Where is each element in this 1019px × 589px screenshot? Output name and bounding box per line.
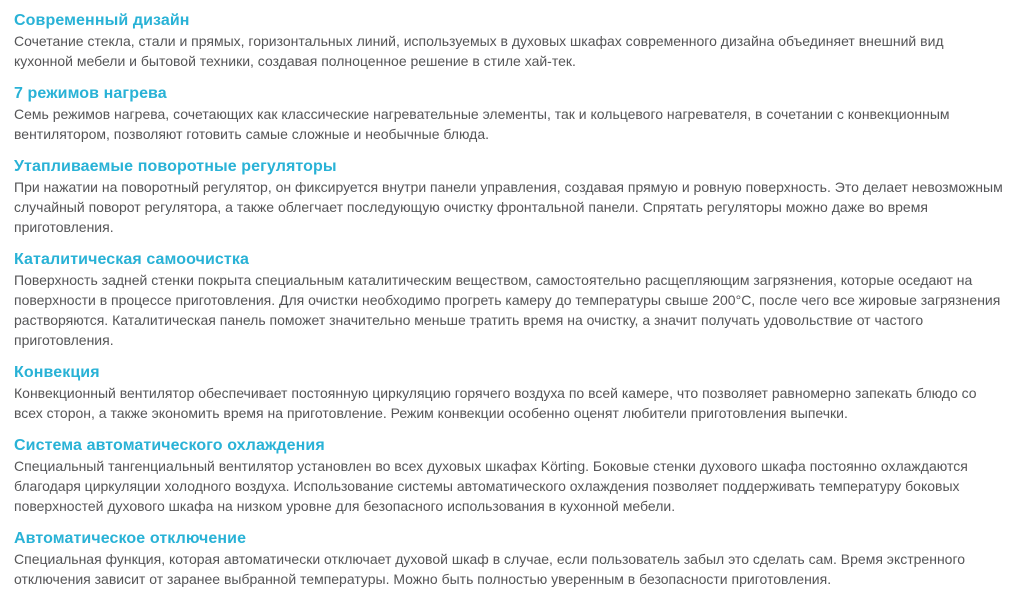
feature-section-auto-shutoff: [14, 529, 1005, 589]
feature-heading-convection: Конвекция: [14, 364, 100, 381]
feature-heading-recessed-knobs: Утапливаемые поворотные регуляторы: [14, 158, 337, 175]
feature-section-auto-cooling: [14, 436, 1005, 516]
feature-section-catalytic-cleaning: [14, 250, 1005, 350]
feature-heading-auto-shutoff: Автоматическое отключение: [14, 530, 247, 547]
feature-text-heating-modes: Семь режимов нагрева, сочетающих как классические нагревательные элементы, так и кольцевого нагревателя, в сочетании с конвекционным вентилятором, позволяют готовить самые сложные и необычные блюда.: [14, 106, 950, 142]
feature-section-recessed-knobs: [14, 157, 1005, 237]
feature-section-modern-design: [14, 11, 1005, 71]
feature-heading-auto-cooling: Система автоматического охлаждения: [14, 437, 325, 454]
feature-heading-catalytic-cleaning: Каталитическая самоочистка: [14, 251, 249, 268]
feature-text-catalytic-cleaning: Поверхность задней стенки покрыта специальным каталитическим веществом, самостоятельно расщепляющим загрязнения, которые оседают на поверхности в процессе приготовления. Для очистки необходимо прогреть камеру до температуры свыше 200°C, после чего все жировые загрязнения растворяются. Каталитическая панель поможет значительно меньше тратить время на очистку, а значит получать удовольствие от частого приготовления.: [14, 272, 1001, 348]
feature-text-convection: Конвекционный вентилятор обеспечивает постоянную циркуляцию горячего воздуха по всей камере, что позволяет равномерно запекать блюдо со всех сторон, а также экономить время на приготовление. Режим конвекции особенно оценят любители приготовления выпечки.: [14, 385, 977, 421]
feature-text-auto-cooling: Специальный тангенциальный вентилятор установлен во всех духовых шкафах Körting. Боковые стенки духового шкафа постоянно охлаждаются благодаря циркуляции холодного воздуха. Использование системы автоматического охлаждения позволяет поддерживать температуру боковых поверхностей духового шкафа на низком уровне для безопасного использования в кухонной мебели.: [14, 458, 968, 514]
feature-text-recessed-knobs: При нажатии на поворотный регулятор, он фиксируется внутри панели управления, создавая прямую и ровную поверхность. Это делает невозможным случайный поворот регулятора, а также облегчает последующую очистку фронтальной панели. Спрятать регуляторы можно даже во время приготовления.: [14, 179, 1003, 235]
feature-heading-modern-design: Современный дизайн: [14, 12, 190, 29]
feature-section-convection: [14, 363, 1005, 423]
feature-text-auto-shutoff: Специальная функция, которая автоматически отключает духовой шкаф в случае, если пользователь забыл это сделать сам. Время экстренного отключения зависит от заранее выбранной температуры. Можно быть полностью уверенным в безопасности приготовления.: [14, 551, 966, 587]
feature-heading-heating-modes: 7 режимов нагрева: [14, 85, 167, 102]
feature-section-heating-modes: [14, 84, 1005, 144]
feature-text-modern-design: Сочетание стекла, стали и прямых, горизонтальных линий, используемых в духовых шкафах современного дизайна объединяет внешний вид кухонной мебели и бытовой техники, создавая полноценное решение в стиле хай-тек.: [14, 33, 944, 69]
